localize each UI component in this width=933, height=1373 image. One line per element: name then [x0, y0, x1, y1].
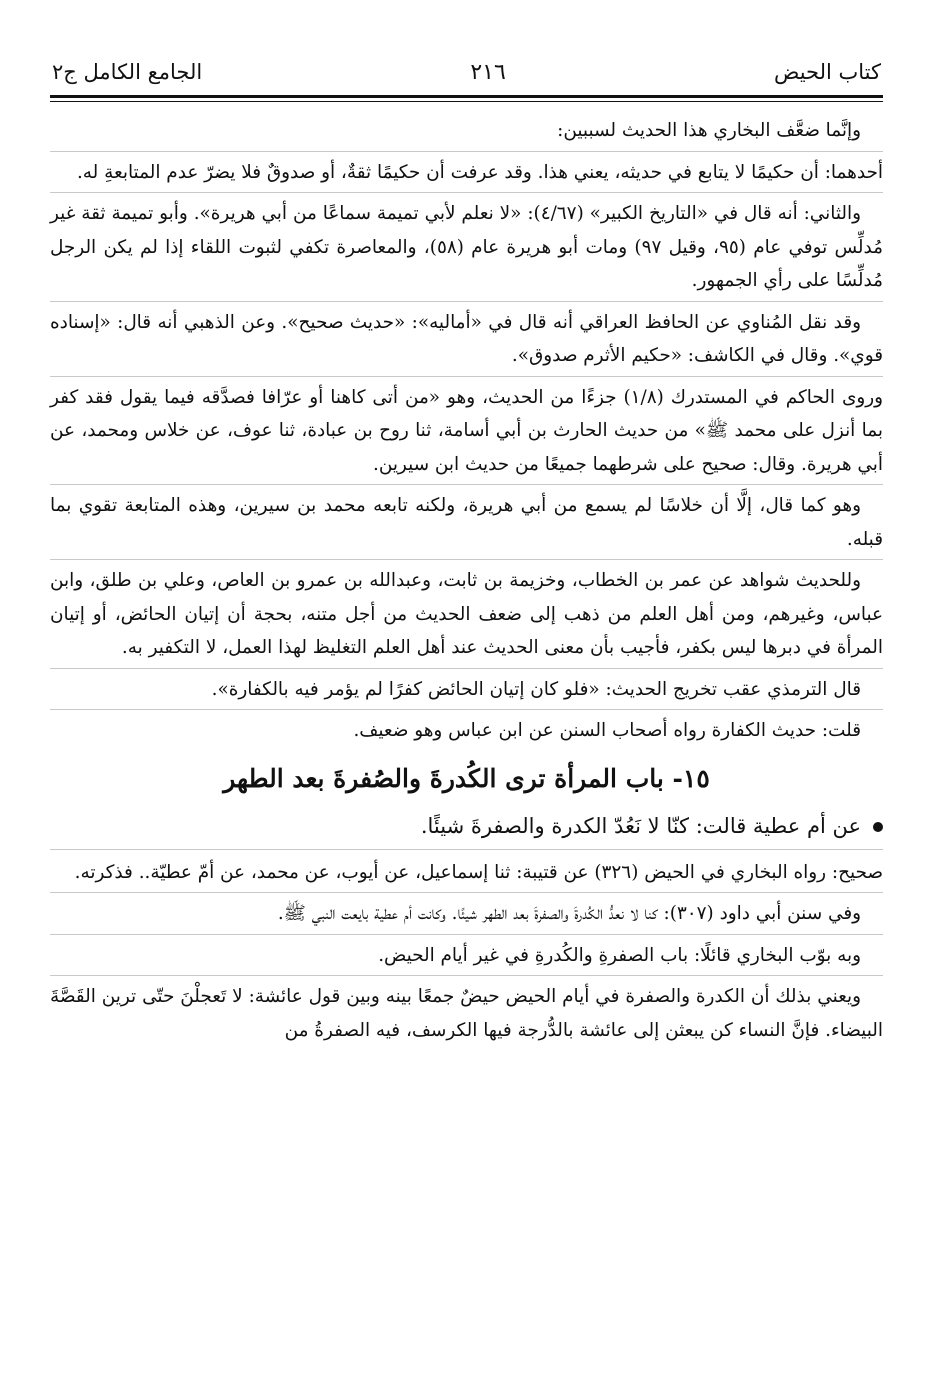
- page: [50, 60, 883, 1054]
- commentary-3: وبه بوّب البخاري قائلًا: باب الصفرةِ والكُدرةِ في غير أيام الحيض.: [50, 939, 883, 977]
- commentary-2: وفي سنن أبي داود (٣٠٧): كنا لا نعدُّ الكُدرةَ والصفرةَ بعد الطهر شيئًا. وكانت أم عطية بايعت النبي ﷺ.: [50, 897, 883, 935]
- header-rule-thin: [50, 101, 883, 102]
- paragraph-1: وإنَّما ضعَّف البخاري هذا الحديث لسببين:: [50, 114, 883, 152]
- header-rule-thick: [50, 95, 883, 98]
- bullet-icon: [873, 822, 883, 832]
- book-title: الجامع الكامل ج٢: [52, 60, 203, 84]
- page-number: ٢١٦: [470, 60, 506, 85]
- hadith-body: عن أم عطية قالت: كنّا لا نَعُدّ الكدرة والصفرةَ شيئًا.: [420, 813, 861, 838]
- paragraph-5: وروى الحاكم في المستدرك (١/٨) جزءًا من الحديث، وهو «من أتى كاهنا أو عرّافا فصدَّقه فيما يقول فقد كفر بما أنزل على محمد ﷺ» من حديث الحارث بن أبي أسامة، ثنا روح بن عبادة، ثنا عوف، عن خلاس ومحمد، عن أبي هريرة. وقال: صحيح على شرطهما جميعًا من حديث ابن سيرين.: [50, 381, 883, 486]
- chapter-title: كتاب الحيض: [773, 60, 881, 84]
- paragraph-7: وللحديث شواهد عن عمر بن الخطاب، وخزيمة بن ثابت، وعبدالله بن عمرو بن العاص، وعلي بن طلق، وابن عباس، وغيرهم، ومن أهل العلم من ذهب إلى ضعف الحديث من أجل متنه، بحجة أن إتيان الحائض، أو إتيان المرأة في دبرها ليس بكفر، فأجيب بأن معنى الحديث عند أهل العلم التغليظ لهذا العمل، لا التكفير به.: [50, 564, 883, 669]
- page-header: [50, 60, 883, 95]
- hadith-text: [50, 807, 883, 850]
- paragraph-4: وقد نقل المُناوي عن الحافظ العراقي أنه قال في «أماليه»: «حديث صحيح». وعن الذهبي أنه قال: «إسناده قوي». وقال في الكاشف: «حكيم الأثرم صدوق».: [50, 306, 883, 377]
- paragraph-8: قال الترمذي عقب تخريج الحديث: «فلو كان إتيان الحائض كفرًا لم يؤمر فيه بالكفارة».: [50, 673, 883, 711]
- paragraph-9: قلت: حديث الكفارة رواه أصحاب السنن عن ابن عباس وهو ضعيف.: [353, 720, 861, 741]
- commentary-4: ويعني بذلك أن الكدرة والصفرة في أيام الحيض حيضٌ جمعًا بينه وبين قول عائشة: لا تَعجلْنَ حتّى ترين القَصَّةَ البيضاء. فإنَّ النساء كن يبعثن إلى عائشة بالدُّرجة فيها الكرسف، فيه الصفرةُ من: [50, 986, 883, 1041]
- paragraph-3: والثاني: أنه قال في «التاريخ الكبير» (٤/٦٧): «لا نعلم لأبي تميمة سماعًا من أبي هريرة». وأبو تميمة ثقة غير مُدلِّس توفي عام (٩٥، وقيل ٩٧) ومات أبو هريرة عام (٥٨)، والمعاصرة تكفي لثبوت اللقاء إذا لم يكن الرجل مُدلِّسًا على رأي الجمهور.: [50, 197, 883, 302]
- section-heading: ١٥- باب المرأة ترى الكُدرةَ والصُفرةَ بعد الطهر: [223, 763, 710, 793]
- paragraph-6: وهو كما قال، إلَّا أن خلاسًا لم يسمع من أبي هريرة، ولكنه تابعه محمد بن سيرين، وهذه المتابعة تقوي بما قبله.: [50, 489, 883, 560]
- paragraph-2: أحدهما: أن حكيمًا لا يتابع في حديثه، يعني هذا. وقد عرفت أن حكيمًا ثقةٌ، أو صدوقٌ فلا يضرّ عدم المتابعةِ له.: [50, 156, 883, 194]
- commentary-1: صحيح: رواه البخاري في الحيض (٣٢٦) عن قتيبة: ثنا إسماعيل، عن أيوب، عن محمد، عن أمّ عطيّة.. فذكرته.: [50, 856, 883, 894]
